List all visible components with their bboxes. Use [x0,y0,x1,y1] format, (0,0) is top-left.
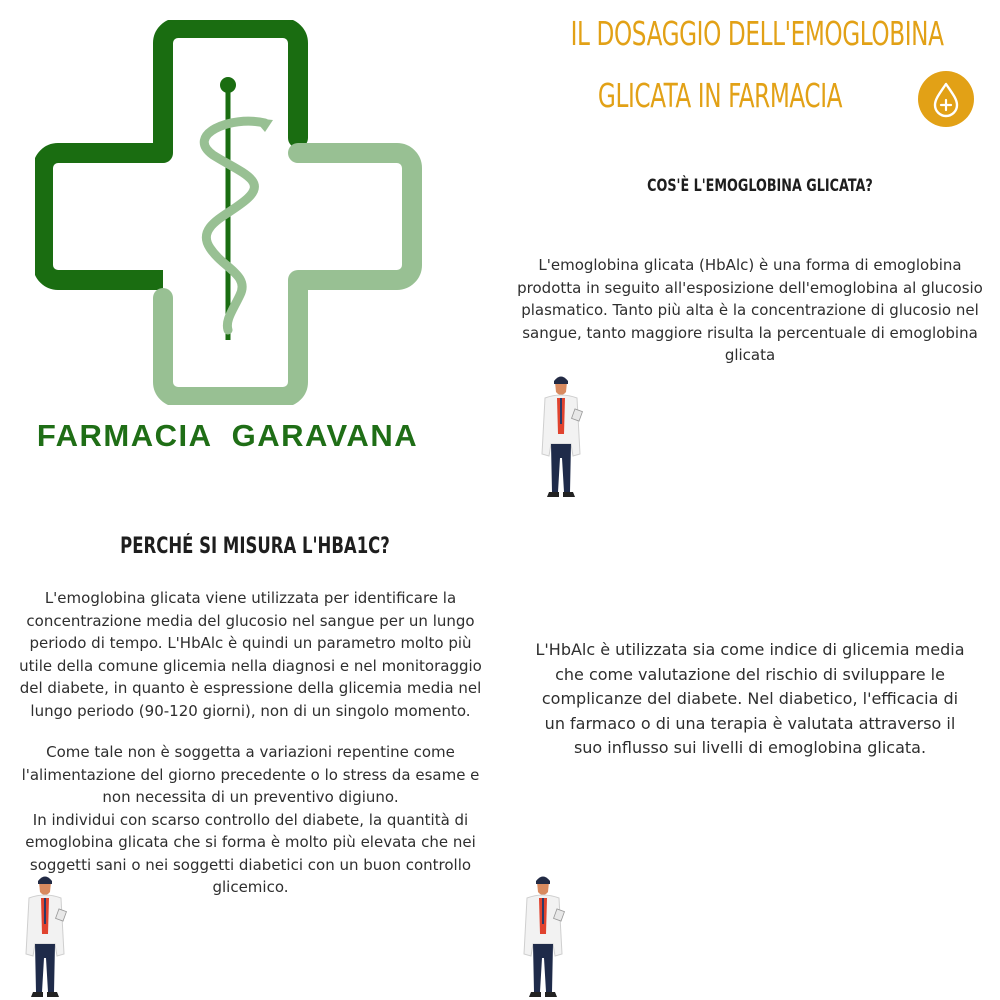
section-text-what-is: L'emoglobina glicata (HbAlc) è una forma di emoglobina prodotta in seguito all'esposizione dell'emoglobina al glucosio plasmatico. Tanto più alta è la concentrazione di glucosio nel sangue, tanto maggiore risulta la percentuale di emoglobina glicata [517,256,983,364]
section-heading-what-is: COS'È L'EMOGLOBINA GLICATA? [647,176,873,196]
cross-light-half [163,153,412,397]
section-text-why-measure: L'emoglobina glicata viene utilizzata per identificare la concentrazione media del glucosio nel sangue per un lungo periodo di tempo. L'HbAlc è quindi un parametro molto più utile della comune glicemia nella diagnosi e nel monitoraggio del diabete, in quanto è espressione della glicemia media nel lungo periodo (90-120 giorni), non di un singolo momento. [19,589,482,720]
page-title-line2: GLICATA IN FARMACIA [597,76,843,115]
page-title-line1: IL DOSAGGIO DELL'EMOGLOBINA [570,14,944,53]
section-text-usage: L'HbAlc è utilizzata sia come indice di glicemia media che come valutazione del rischio di sviluppare le complicanze del diabete. Nel diabetico, l'efficacia di un farmaco o di una terapia è valutata attraverso il suo influsso sui livelli di emoglobina glicata. [535,640,965,757]
section-heading-why-measure: PERCHÉ SI MISURA L'HBA1C? [120,534,390,559]
doctor-illustration [533,374,589,500]
section-text-why-measure-2: Come tale non è soggetta a variazioni repentine come l'alimentazione del giorno precedente o lo stress da esame e non necessita di un preventivo digiuno. In individui con scarso controllo del diabete, la quantità di emoglobina glicata che si forma è molto più elevata che nei soggetti sani o nei soggetti diabetici con un buon controllo glicemico. [21,743,480,896]
doctor-illustration [515,874,571,1000]
pharmacy-cross-logo [35,20,425,405]
doctor-illustration [17,874,73,1000]
pharmacy-name: FARMACIA GARAVANA [36,418,419,453]
caduceus-icon [204,77,273,340]
blood-drop-icon [918,71,974,127]
